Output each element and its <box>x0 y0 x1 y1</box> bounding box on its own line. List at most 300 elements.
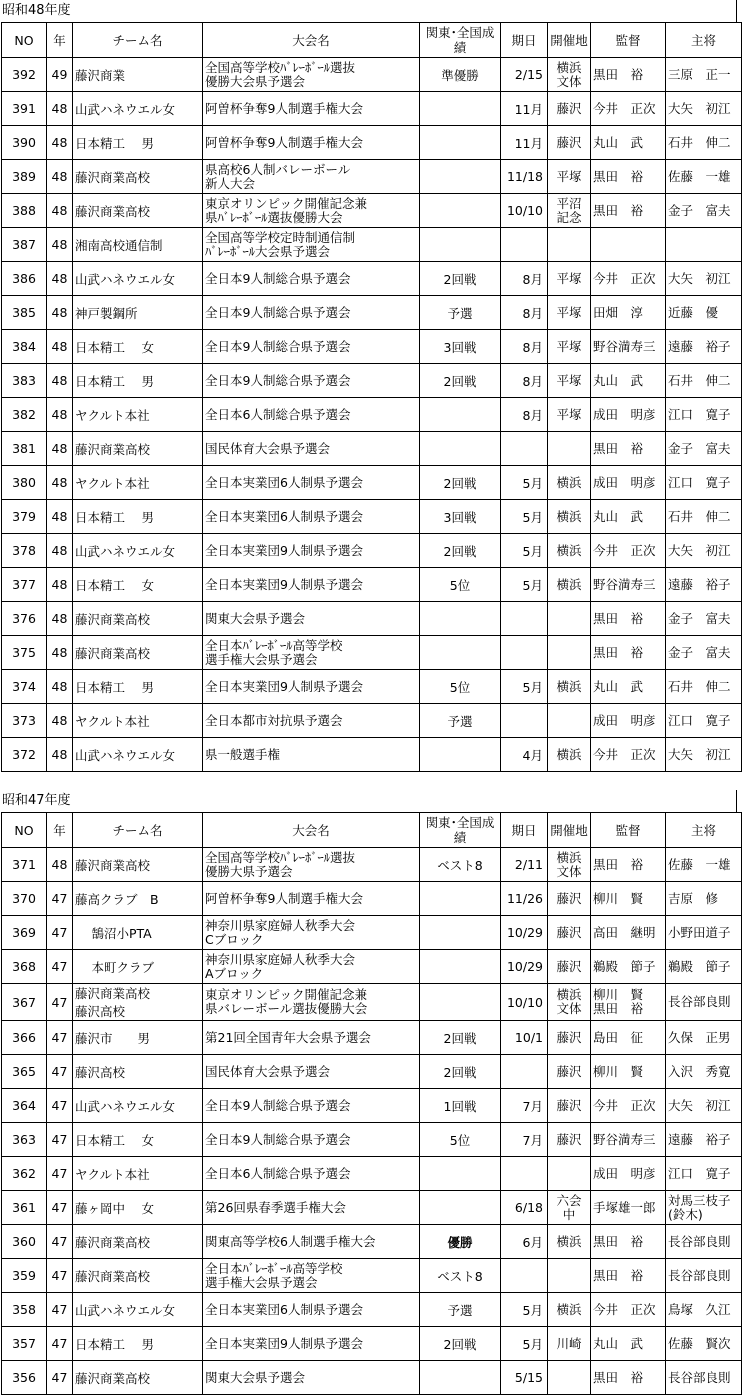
table-row <box>2 1157 742 1191</box>
cell-date: 10/29 <box>501 950 548 984</box>
cell-venue: 藤沢 <box>548 950 591 984</box>
cell-team: ヤクルト本社 <box>73 1157 203 1191</box>
cell-captain: 近藤 優 <box>666 296 742 330</box>
cell-coach: 黒田 裕 <box>591 636 666 670</box>
cell-captain: 大矢 初江 <box>666 738 742 772</box>
header-row <box>2 813 742 848</box>
cell-team: 日本精工 女 <box>73 568 203 602</box>
table-row <box>2 398 742 432</box>
cell-result <box>420 950 501 984</box>
cell-coach: 黒田 裕 <box>591 1259 666 1293</box>
cell-captain: 金子 富夫 <box>666 602 742 636</box>
cell-coach: 成田 明彦 <box>591 398 666 432</box>
cell-event: 全日本実業団9人制県予選会 <box>203 568 420 602</box>
cell-coach: 今井 正次 <box>591 262 666 296</box>
cell-no: 387 <box>2 228 47 262</box>
cell-date: 11月 <box>501 126 548 160</box>
cell-venue: 横浜 文体 <box>548 848 591 882</box>
column-header: 年 <box>47 813 73 848</box>
table-row <box>2 194 742 228</box>
cell-coach: 今井 正次 <box>591 738 666 772</box>
cell-no: 363 <box>2 1123 47 1157</box>
cell-no: 359 <box>2 1259 47 1293</box>
cell-event: 全日本都市対抗県予選会 <box>203 704 420 738</box>
cell-no: 366 <box>2 1021 47 1055</box>
table-row <box>2 534 742 568</box>
cell-team: ヤクルト本社 <box>73 398 203 432</box>
table-row <box>2 1327 742 1361</box>
results-table <box>1 812 742 1395</box>
column-header: 年 <box>47 23 73 58</box>
column-header: 期日 <box>501 813 548 848</box>
cell-team: 藤高クラブ B <box>73 882 203 916</box>
cell-coach: 成田 明彦 <box>591 466 666 500</box>
cell-team: 本町クラブ <box>73 950 203 984</box>
cell-no: 383 <box>2 364 47 398</box>
cell-venue: 平塚 <box>548 330 591 364</box>
cell-date <box>501 1055 548 1089</box>
cell-date: 11/26 <box>501 882 548 916</box>
cell-event: 全日本9人制総合県予選会 <box>203 364 420 398</box>
cell-captain: 石井 伸二 <box>666 500 742 534</box>
cell-event: 国民体育大会県予選会 <box>203 432 420 466</box>
cell-result: 2回戦 <box>420 364 501 398</box>
cell-result <box>420 916 501 950</box>
cell-coach: 黒田 裕 <box>591 194 666 228</box>
cell-coach: 黒田 裕 <box>591 160 666 194</box>
cell-result: 3回戦 <box>420 330 501 364</box>
table-row <box>2 1021 742 1055</box>
cell-no: 385 <box>2 296 47 330</box>
table-row <box>2 58 742 92</box>
cell-captain: 鵜殿 節子 <box>666 950 742 984</box>
cell-team: 藤沢商業高校 <box>73 194 203 228</box>
cell-venue: 藤沢 <box>548 916 591 950</box>
table-row <box>2 296 742 330</box>
table-row <box>2 602 742 636</box>
cell-year: 47 <box>47 1021 73 1055</box>
cell-venue: 平塚 <box>548 398 591 432</box>
section-title: 昭和47年度 <box>0 790 737 812</box>
cell-year: 47 <box>47 1123 73 1157</box>
cell-no: 361 <box>2 1191 47 1225</box>
cell-year: 48 <box>47 568 73 602</box>
cell-no: 371 <box>2 848 47 882</box>
section-title: 昭和48年度 <box>0 0 737 22</box>
cell-event: 全日本9人制総合県予選会 <box>203 296 420 330</box>
cell-date: 8月 <box>501 262 548 296</box>
column-header: 期日 <box>501 23 548 58</box>
table-row <box>2 92 742 126</box>
cell-year: 47 <box>47 1327 73 1361</box>
cell-venue: 平塚 <box>548 296 591 330</box>
cell-date: 5月 <box>501 1327 548 1361</box>
cell-result <box>420 126 501 160</box>
cell-result: 1回戦 <box>420 1089 501 1123</box>
cell-date: 5月 <box>501 500 548 534</box>
cell-team: 日本精工 男 <box>73 500 203 534</box>
cell-coach: 黒田 裕 <box>591 432 666 466</box>
cell-result: 2回戦 <box>420 1021 501 1055</box>
cell-event: 関東大会県予選会 <box>203 1361 420 1395</box>
cell-coach: 柳川 賢 <box>591 882 666 916</box>
table-row <box>2 500 742 534</box>
cell-captain: 大矢 初江 <box>666 1089 742 1123</box>
cell-event: 全日本6人制総合県予選会 <box>203 398 420 432</box>
column-header: 主将 <box>666 23 742 58</box>
cell-year: 48 <box>47 636 73 670</box>
cell-result: 2回戦 <box>420 262 501 296</box>
cell-captain: 長谷部良則 <box>666 1361 742 1395</box>
cell-event: 全国高等学校ﾊﾞﾚｰﾎﾞｰﾙ選抜 優勝大県予選会 <box>203 848 420 882</box>
cell-no: 360 <box>2 1225 47 1259</box>
cell-team: 藤沢商業高校 <box>73 160 203 194</box>
cell-event: 阿曽杯争奪9人制選手権大会 <box>203 882 420 916</box>
cell-team: ヤクルト本社 <box>73 466 203 500</box>
table-row <box>2 950 742 984</box>
cell-venue <box>548 704 591 738</box>
cell-year: 48 <box>47 194 73 228</box>
cell-coach: 鵜殿 節子 <box>591 950 666 984</box>
cell-captain: 石井 伸二 <box>666 670 742 704</box>
column-header: 開催地 <box>548 813 591 848</box>
cell-venue: 藤沢 <box>548 1089 591 1123</box>
cell-event: 東京オリンピック開催記念兼 県バレーボール選抜優勝大会 <box>203 984 420 1021</box>
cell-no: 374 <box>2 670 47 704</box>
cell-event: 国民体育大会県予選会 <box>203 1055 420 1089</box>
cell-no: 389 <box>2 160 47 194</box>
table-row <box>2 848 742 882</box>
cell-event: 阿曽杯争奪9人制選手権大会 <box>203 126 420 160</box>
cell-captain: 吉原 修 <box>666 882 742 916</box>
cell-team: 藤沢商業高校 <box>73 602 203 636</box>
cell-no: 384 <box>2 330 47 364</box>
cell-date <box>501 1259 548 1293</box>
cell-venue: 横浜 <box>548 466 591 500</box>
table-row <box>2 1055 742 1089</box>
cell-year: 48 <box>47 160 73 194</box>
cell-captain: 大矢 初江 <box>666 534 742 568</box>
cell-venue: 藤沢 <box>548 882 591 916</box>
cell-event: 神奈川県家庭婦人秋季大会 Aブロック <box>203 950 420 984</box>
cell-result: 5位 <box>420 1123 501 1157</box>
cell-captain: 三原 正一 <box>666 58 742 92</box>
cell-captain: 遠藤 裕子 <box>666 330 742 364</box>
cell-event: 全日本9人制総合県予選会 <box>203 1123 420 1157</box>
cell-result <box>420 738 501 772</box>
cell-result: 予選 <box>420 1293 501 1327</box>
cell-venue <box>548 1361 591 1395</box>
cell-year: 47 <box>47 1191 73 1225</box>
cell-year: 48 <box>47 228 73 262</box>
cell-venue: 横浜 文体 <box>548 984 591 1021</box>
cell-year: 49 <box>47 58 73 92</box>
cell-no: 372 <box>2 738 47 772</box>
cell-date <box>501 1157 548 1191</box>
cell-year: 48 <box>47 602 73 636</box>
cell-team: 日本精工 男 <box>73 670 203 704</box>
cell-year: 47 <box>47 916 73 950</box>
cell-year: 48 <box>47 330 73 364</box>
cell-year: 47 <box>47 1225 73 1259</box>
cell-team: 藤沢商業高校 藤沢高校 <box>73 984 203 1021</box>
cell-no: 388 <box>2 194 47 228</box>
cell-result <box>420 984 501 1021</box>
cell-coach: 黒田 裕 <box>591 58 666 92</box>
table-row <box>2 364 742 398</box>
cell-team: 日本精工 男 <box>73 1327 203 1361</box>
cell-date: 8月 <box>501 296 548 330</box>
cell-coach: 高田 継明 <box>591 916 666 950</box>
cell-result <box>420 1361 501 1395</box>
cell-venue <box>548 1157 591 1191</box>
cell-date: 11/18 <box>501 160 548 194</box>
table-row <box>2 670 742 704</box>
cell-result: 3回戦 <box>420 500 501 534</box>
cell-date: 8月 <box>501 364 548 398</box>
cell-year: 48 <box>47 704 73 738</box>
cell-venue: 横浜 <box>548 670 591 704</box>
cell-date: 7月 <box>501 1123 548 1157</box>
cell-team: 山武ハネウエル女 <box>73 92 203 126</box>
cell-captain: 佐藤 賢次 <box>666 1327 742 1361</box>
cell-result <box>420 194 501 228</box>
table-row <box>2 262 742 296</box>
cell-no: 369 <box>2 916 47 950</box>
column-header: 主将 <box>666 813 742 848</box>
cell-team: 藤沢商業高校 <box>73 1259 203 1293</box>
cell-date: 5月 <box>501 670 548 704</box>
cell-date: 5/15 <box>501 1361 548 1395</box>
cell-event: 全日本実業団9人制県予選会 <box>203 534 420 568</box>
cell-captain: 久保 正男 <box>666 1021 742 1055</box>
cell-date: 4月 <box>501 738 548 772</box>
cell-year: 47 <box>47 1157 73 1191</box>
cell-no: 365 <box>2 1055 47 1089</box>
column-header: NO <box>2 813 47 848</box>
cell-captain: 金子 富夫 <box>666 194 742 228</box>
cell-no: 382 <box>2 398 47 432</box>
cell-captain: 金子 富夫 <box>666 432 742 466</box>
cell-coach: 野谷満寿三 <box>591 568 666 602</box>
column-header: NO <box>2 23 47 58</box>
cell-team: 日本精工 男 <box>73 126 203 160</box>
cell-captain: 遠藤 裕子 <box>666 568 742 602</box>
cell-result <box>420 92 501 126</box>
cell-date: 5月 <box>501 568 548 602</box>
cell-venue: 横浜 <box>548 500 591 534</box>
cell-result <box>420 432 501 466</box>
cell-date: 5月 <box>501 1293 548 1327</box>
table-row <box>2 882 742 916</box>
cell-date <box>501 228 548 262</box>
column-header: 大会名 <box>203 813 420 848</box>
cell-event: 全日本実業団6人制県予選会 <box>203 1293 420 1327</box>
cell-coach <box>591 228 666 262</box>
cell-team: 藤沢商業高校 <box>73 636 203 670</box>
cell-result: 準優勝 <box>420 58 501 92</box>
cell-result <box>420 1191 501 1225</box>
cell-result: 予選 <box>420 704 501 738</box>
cell-date: 6月 <box>501 1225 548 1259</box>
cell-result: 5位 <box>420 670 501 704</box>
cell-no: 367 <box>2 984 47 1021</box>
table-row <box>2 1293 742 1327</box>
cell-coach: 黒田 裕 <box>591 848 666 882</box>
cell-team: 日本精工 男 <box>73 364 203 398</box>
cell-no: 379 <box>2 500 47 534</box>
cell-coach: 田畑 淳 <box>591 296 666 330</box>
cell-year: 48 <box>47 738 73 772</box>
cell-team: ヤクルト本社 <box>73 704 203 738</box>
cell-team: 藤沢高校 <box>73 1055 203 1089</box>
results-table <box>1 22 742 772</box>
column-header: チーム名 <box>73 23 203 58</box>
cell-no: 357 <box>2 1327 47 1361</box>
cell-year: 48 <box>47 296 73 330</box>
cell-no: 358 <box>2 1293 47 1327</box>
column-header: チーム名 <box>73 813 203 848</box>
cell-venue: 川崎 <box>548 1327 591 1361</box>
cell-coach: 黒田 裕 <box>591 1225 666 1259</box>
cell-year: 48 <box>47 466 73 500</box>
cell-year: 48 <box>47 534 73 568</box>
cell-venue: 藤沢 <box>548 1021 591 1055</box>
table-row <box>2 126 742 160</box>
cell-no: 368 <box>2 950 47 984</box>
cell-event: 県一般選手権 <box>203 738 420 772</box>
table-row <box>2 1361 742 1395</box>
cell-date <box>501 636 548 670</box>
cell-team: 藤ヶ岡中 女 <box>73 1191 203 1225</box>
cell-captain: 佐藤 一雄 <box>666 160 742 194</box>
column-header: 大会名 <box>203 23 420 58</box>
table-row <box>2 1225 742 1259</box>
cell-captain: 石井 伸二 <box>666 126 742 160</box>
cell-result <box>420 398 501 432</box>
cell-coach: 今井 正次 <box>591 1089 666 1123</box>
cell-result: 2回戦 <box>420 1327 501 1361</box>
cell-year: 48 <box>47 364 73 398</box>
cell-captain: 長谷部良則 <box>666 984 742 1021</box>
cell-venue: 藤沢 <box>548 1123 591 1157</box>
cell-no: 375 <box>2 636 47 670</box>
cell-no: 378 <box>2 534 47 568</box>
cell-event: 全日本実業団6人制県予選会 <box>203 500 420 534</box>
cell-date: 10/29 <box>501 916 548 950</box>
cell-captain: 入沢 秀寛 <box>666 1055 742 1089</box>
cell-date: 2/11 <box>501 848 548 882</box>
cell-no: 381 <box>2 432 47 466</box>
cell-result: 2回戦 <box>420 466 501 500</box>
cell-result <box>420 228 501 262</box>
cell-year: 48 <box>47 500 73 534</box>
cell-team: 藤沢商業 <box>73 58 203 92</box>
cell-coach: 丸山 武 <box>591 1327 666 1361</box>
cell-date: 10/1 <box>501 1021 548 1055</box>
cell-date: 2/15 <box>501 58 548 92</box>
cell-venue: 六会 中 <box>548 1191 591 1225</box>
cell-no: 386 <box>2 262 47 296</box>
cell-year: 47 <box>47 1361 73 1395</box>
cell-no: 370 <box>2 882 47 916</box>
cell-captain: 長谷部良則 <box>666 1259 742 1293</box>
cell-team: 藤沢商業高校 <box>73 432 203 466</box>
cell-result: 2回戦 <box>420 534 501 568</box>
cell-no: 392 <box>2 58 47 92</box>
cell-coach: 今井 正次 <box>591 92 666 126</box>
cell-event: 全日本ﾊﾞﾚｰﾎﾞｰﾙ高等学校 選手権大会県予選会 <box>203 636 420 670</box>
cell-year: 48 <box>47 126 73 160</box>
cell-team: 日本精工 女 <box>73 1123 203 1157</box>
cell-coach: 丸山 武 <box>591 670 666 704</box>
cell-coach: 手塚雄一郎 <box>591 1191 666 1225</box>
cell-venue: 藤沢 <box>548 126 591 160</box>
cell-coach: 丸山 武 <box>591 126 666 160</box>
cell-no: 380 <box>2 466 47 500</box>
cell-captain <box>666 228 742 262</box>
cell-team: 山武ハネウエル女 <box>73 262 203 296</box>
cell-captain: 鳥塚 久江 <box>666 1293 742 1327</box>
column-header: 関東･全国成績 <box>420 813 501 848</box>
cell-venue: 横浜 <box>548 738 591 772</box>
column-header: 開催地 <box>548 23 591 58</box>
cell-captain: 大矢 初江 <box>666 262 742 296</box>
cell-captain: 遠藤 裕子 <box>666 1123 742 1157</box>
cell-no: 390 <box>2 126 47 160</box>
cell-coach: 柳川 賢 <box>591 1055 666 1089</box>
cell-event: 第21回全国青年大会県予選会 <box>203 1021 420 1055</box>
table-row <box>2 1123 742 1157</box>
cell-result <box>420 882 501 916</box>
cell-year: 48 <box>47 262 73 296</box>
cell-year: 47 <box>47 1259 73 1293</box>
cell-coach: 野谷満寿三 <box>591 330 666 364</box>
cell-event: 全日本9人制総合県予選会 <box>203 1089 420 1123</box>
cell-team: 鵠沼小PTA <box>73 916 203 950</box>
cell-result: ベスト8 <box>420 1259 501 1293</box>
column-header: 関東･全国成績 <box>420 23 501 58</box>
header-row <box>2 23 742 58</box>
cell-coach: 黒田 裕 <box>591 602 666 636</box>
table-row <box>2 1089 742 1123</box>
cell-captain: 江口 寛子 <box>666 398 742 432</box>
cell-coach: 丸山 武 <box>591 500 666 534</box>
cell-captain: 金子 富夫 <box>666 636 742 670</box>
cell-event: 第26回県春季選手権大会 <box>203 1191 420 1225</box>
cell-no: 376 <box>2 602 47 636</box>
table-row <box>2 984 742 1021</box>
cell-no: 391 <box>2 92 47 126</box>
table-row <box>2 1259 742 1293</box>
cell-year: 48 <box>47 92 73 126</box>
cell-date <box>501 704 548 738</box>
cell-venue: 平塚 <box>548 364 591 398</box>
table-row <box>2 228 742 262</box>
cell-event: 全日本6人制総合県予選会 <box>203 1157 420 1191</box>
cell-result: 2回戦 <box>420 1055 501 1089</box>
cell-event: 全日本ﾊﾞﾚｰﾎﾞｰﾙ高等学校 選手権大会県予選会 <box>203 1259 420 1293</box>
cell-year: 47 <box>47 1089 73 1123</box>
cell-venue <box>548 636 591 670</box>
cell-captain: 対馬三枝子 (鈴木) <box>666 1191 742 1225</box>
cell-no: 373 <box>2 704 47 738</box>
cell-year: 47 <box>47 950 73 984</box>
cell-result: 5位 <box>420 568 501 602</box>
cell-venue <box>548 1259 591 1293</box>
cell-coach: 野谷満寿三 <box>591 1123 666 1157</box>
cell-event: 全日本実業団6人制県予選会 <box>203 466 420 500</box>
